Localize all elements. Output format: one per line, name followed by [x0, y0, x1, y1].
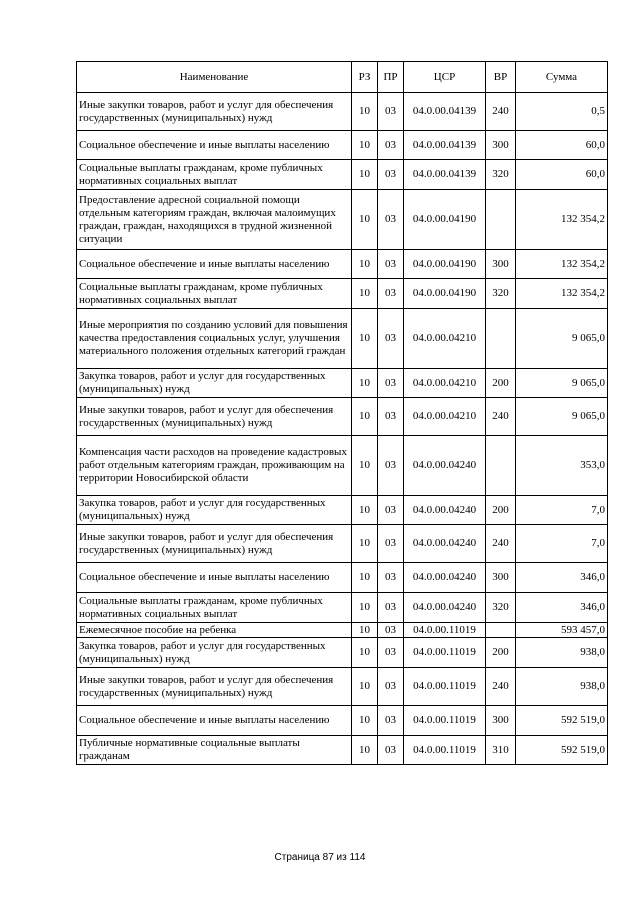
- cell-name: Иные закупки товаров, работ и услуг для обеспечения государственных (муниципальных) нужд: [77, 398, 352, 436]
- cell-vr: 320: [486, 279, 516, 309]
- cell-vr: 300: [486, 131, 516, 160]
- table-row: [77, 93, 608, 131]
- cell-name: Закупка товаров, работ и услуг для государственных (муниципальных) нужд: [77, 496, 352, 525]
- cell-pr: 03: [378, 736, 404, 765]
- table-row: [77, 309, 608, 369]
- cell-name: Компенсация части расходов на проведение кадастровых работ отдельным категориям граждан, проживающим на территории Новосибирской области: [77, 436, 352, 496]
- cell-rz: 10: [352, 638, 378, 668]
- cell-rz: 10: [352, 279, 378, 309]
- cell-name: Иные закупки товаров, работ и услуг для обеспечения государственных (муниципальных) нужд: [77, 525, 352, 563]
- table-row: [77, 160, 608, 190]
- cell-sum: 593 457,0: [516, 623, 608, 638]
- cell-pr: 03: [378, 398, 404, 436]
- table-header-row: [77, 62, 608, 93]
- cell-vr: 300: [486, 706, 516, 736]
- cell-csr: 04.0.00.04139: [404, 160, 486, 190]
- table-row: [77, 623, 608, 638]
- table-body: [77, 93, 608, 765]
- cell-vr: [486, 436, 516, 496]
- cell-name: Социальное обеспечение и иные выплаты населению: [77, 131, 352, 160]
- cell-name: Закупка товаров, работ и услуг для государственных (муниципальных) нужд: [77, 638, 352, 668]
- cell-rz: 10: [352, 706, 378, 736]
- cell-vr: 320: [486, 593, 516, 623]
- cell-rz: 10: [352, 563, 378, 593]
- header-name: Наименование: [77, 62, 352, 93]
- cell-vr: [486, 623, 516, 638]
- cell-csr: 04.0.00.04190: [404, 250, 486, 279]
- header-csr: ЦСР: [404, 62, 486, 93]
- cell-pr: 03: [378, 160, 404, 190]
- cell-rz: 10: [352, 593, 378, 623]
- cell-name: Социальные выплаты гражданам, кроме публичных нормативных социальных выплат: [77, 160, 352, 190]
- cell-pr: 03: [378, 250, 404, 279]
- header-rz: РЗ: [352, 62, 378, 93]
- cell-sum: 353,0: [516, 436, 608, 496]
- cell-pr: 03: [378, 436, 404, 496]
- cell-name: Публичные нормативные социальные выплаты гражданам: [77, 736, 352, 765]
- table-row: [77, 398, 608, 436]
- cell-name: Социальное обеспечение и иные выплаты населению: [77, 563, 352, 593]
- cell-vr: 240: [486, 398, 516, 436]
- cell-rz: 10: [352, 436, 378, 496]
- cell-csr: 04.0.00.04190: [404, 190, 486, 250]
- cell-sum: 938,0: [516, 638, 608, 668]
- header-pr: ПР: [378, 62, 404, 93]
- cell-name: Закупка товаров, работ и услуг для государственных (муниципальных) нужд: [77, 369, 352, 398]
- cell-rz: 10: [352, 190, 378, 250]
- cell-csr: 04.0.00.11019: [404, 668, 486, 706]
- cell-rz: 10: [352, 250, 378, 279]
- cell-csr: 04.0.00.04240: [404, 563, 486, 593]
- cell-vr: 240: [486, 525, 516, 563]
- table-row: [77, 496, 608, 525]
- cell-sum: 7,0: [516, 496, 608, 525]
- cell-pr: 03: [378, 593, 404, 623]
- table-row: [77, 436, 608, 496]
- cell-pr: 03: [378, 190, 404, 250]
- cell-vr: 300: [486, 250, 516, 279]
- cell-csr: 04.0.00.04240: [404, 436, 486, 496]
- cell-sum: 0,5: [516, 93, 608, 131]
- cell-csr: 04.0.00.04210: [404, 369, 486, 398]
- table-row: [77, 279, 608, 309]
- header-sum: Сумма: [516, 62, 608, 93]
- cell-sum: 132 354,2: [516, 250, 608, 279]
- table-row: [77, 190, 608, 250]
- cell-vr: 240: [486, 668, 516, 706]
- cell-sum: 9 065,0: [516, 369, 608, 398]
- cell-pr: 03: [378, 93, 404, 131]
- cell-pr: 03: [378, 706, 404, 736]
- cell-csr: 04.0.00.04240: [404, 525, 486, 563]
- cell-pr: 03: [378, 623, 404, 638]
- cell-vr: [486, 309, 516, 369]
- cell-rz: 10: [352, 398, 378, 436]
- cell-vr: 320: [486, 160, 516, 190]
- cell-csr: 04.0.00.04190: [404, 279, 486, 309]
- cell-sum: 346,0: [516, 593, 608, 623]
- cell-pr: 03: [378, 563, 404, 593]
- cell-pr: 03: [378, 668, 404, 706]
- cell-sum: 346,0: [516, 563, 608, 593]
- cell-pr: 03: [378, 638, 404, 668]
- cell-csr: 04.0.00.11019: [404, 736, 486, 765]
- cell-csr: 04.0.00.04139: [404, 93, 486, 131]
- cell-name: Предоставление адресной социальной помощи отдельным категориям граждан, включая малоимущих граждан, граждан, находящихся в трудной жизненной ситуации: [77, 190, 352, 250]
- cell-csr: 04.0.00.11019: [404, 706, 486, 736]
- table-row: [77, 593, 608, 623]
- cell-name: Иные закупки товаров, работ и услуг для обеспечения государственных (муниципальных) нужд: [77, 668, 352, 706]
- cell-csr: 04.0.00.04210: [404, 309, 486, 369]
- cell-csr: 04.0.00.04139: [404, 131, 486, 160]
- cell-rz: 10: [352, 623, 378, 638]
- cell-rz: 10: [352, 369, 378, 398]
- cell-pr: 03: [378, 496, 404, 525]
- cell-vr: 200: [486, 496, 516, 525]
- cell-pr: 03: [378, 369, 404, 398]
- cell-name: Социальные выплаты гражданам, кроме публичных нормативных социальных выплат: [77, 593, 352, 623]
- cell-sum: 592 519,0: [516, 736, 608, 765]
- cell-name: Иные мероприятия по созданию условий для повышения качества предоставления социальных услуг, улучшения материального положения отдельных категорий граждан: [77, 309, 352, 369]
- cell-sum: 60,0: [516, 131, 608, 160]
- cell-name: Иные закупки товаров, работ и услуг для обеспечения государственных (муниципальных) нужд: [77, 93, 352, 131]
- table-row: [77, 563, 608, 593]
- cell-sum: 132 354,2: [516, 190, 608, 250]
- cell-vr: 300: [486, 563, 516, 593]
- cell-pr: 03: [378, 525, 404, 563]
- cell-rz: 10: [352, 131, 378, 160]
- cell-pr: 03: [378, 131, 404, 160]
- cell-vr: 200: [486, 638, 516, 668]
- cell-rz: 10: [352, 160, 378, 190]
- cell-csr: 04.0.00.04240: [404, 496, 486, 525]
- cell-csr: 04.0.00.04240: [404, 593, 486, 623]
- header-vr: ВР: [486, 62, 516, 93]
- cell-name: Ежемесячное пособие на ребенка: [77, 623, 352, 638]
- cell-sum: 9 065,0: [516, 309, 608, 369]
- table-row: [77, 131, 608, 160]
- cell-sum: 938,0: [516, 668, 608, 706]
- cell-sum: 9 065,0: [516, 398, 608, 436]
- cell-csr: 04.0.00.11019: [404, 638, 486, 668]
- cell-name: Социальное обеспечение и иные выплаты населению: [77, 706, 352, 736]
- cell-csr: 04.0.00.11019: [404, 623, 486, 638]
- cell-rz: 10: [352, 93, 378, 131]
- cell-rz: 10: [352, 736, 378, 765]
- cell-rz: 10: [352, 496, 378, 525]
- table-row: [77, 638, 608, 668]
- table-row: [77, 706, 608, 736]
- cell-csr: 04.0.00.04210: [404, 398, 486, 436]
- cell-sum: 7,0: [516, 525, 608, 563]
- cell-pr: 03: [378, 309, 404, 369]
- cell-rz: 10: [352, 525, 378, 563]
- cell-name: Социальные выплаты гражданам, кроме публичных нормативных социальных выплат: [77, 279, 352, 309]
- budget-table: [76, 61, 608, 765]
- page-number: Страница 87 из 114: [274, 852, 366, 863]
- cell-sum: 592 519,0: [516, 706, 608, 736]
- table-row: [77, 668, 608, 706]
- table-row: [77, 525, 608, 563]
- cell-vr: 310: [486, 736, 516, 765]
- cell-sum: 132 354,2: [516, 279, 608, 309]
- table-row: [77, 250, 608, 279]
- cell-rz: 10: [352, 668, 378, 706]
- cell-vr: 200: [486, 369, 516, 398]
- table-row: [77, 736, 608, 765]
- cell-name: Социальное обеспечение и иные выплаты населению: [77, 250, 352, 279]
- cell-vr: 240: [486, 93, 516, 131]
- table-row: [77, 369, 608, 398]
- cell-sum: 60,0: [516, 160, 608, 190]
- cell-pr: 03: [378, 279, 404, 309]
- cell-rz: 10: [352, 309, 378, 369]
- cell-vr: [486, 190, 516, 250]
